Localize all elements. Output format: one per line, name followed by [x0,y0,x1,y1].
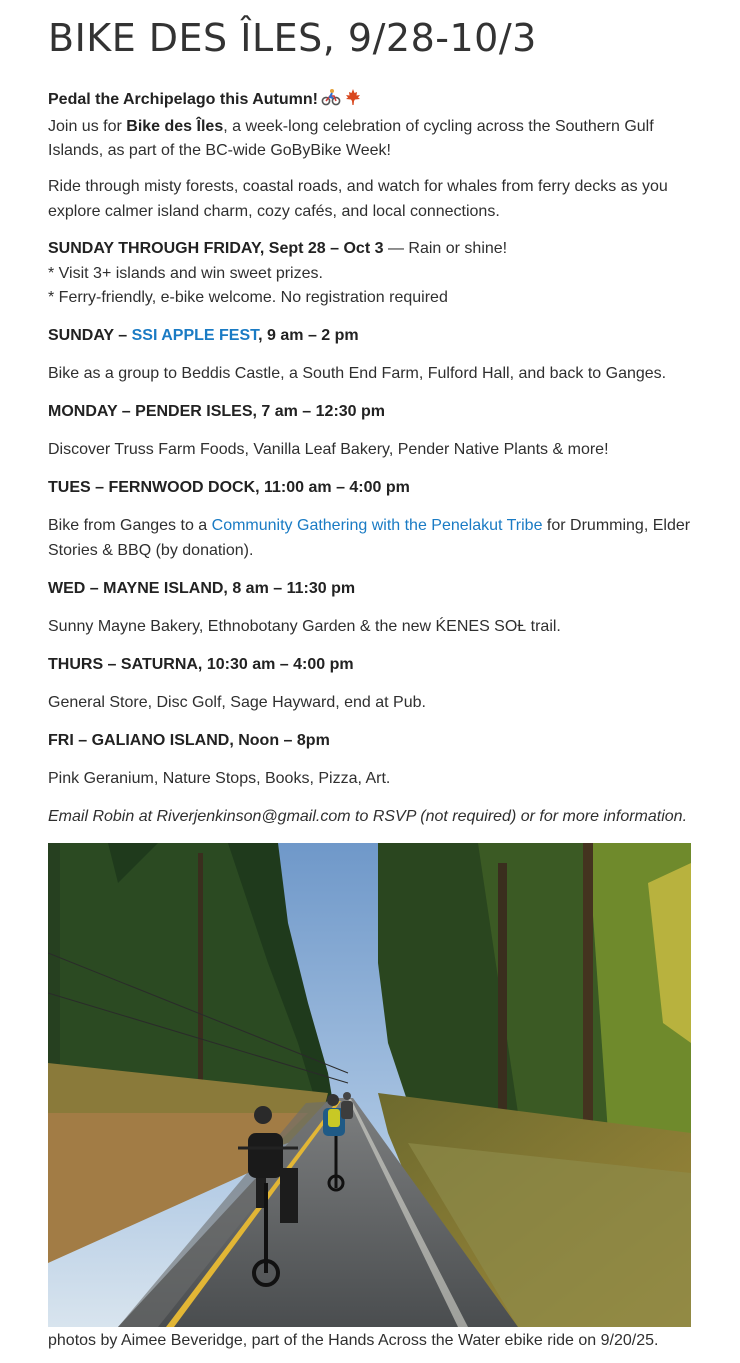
page-title: BIKE DES ÎLES, 9/28-10/3 [48,16,537,60]
thursday-desc: General Store, Disc Golf, Sage Hayward, end at Pub. [48,694,426,711]
sunday-heading [48,324,693,349]
maple-leaf-icon [344,88,362,115]
wednesday-heading [48,577,693,602]
monday-description [48,438,693,463]
email-note: Email Robin at Riverjenkinson@gmail.com to RSVP (not required) or for more information. [48,808,688,825]
email-note-block [48,805,693,830]
cyclist-icon [321,88,341,115]
thursday-heading [48,653,693,678]
thursday-title: THURS – SATURNA, 10:30 am – 4:00 pm [48,656,354,673]
event-name: Bike des Îles [126,117,224,135]
intro-heading: Pedal the Archipelago this Autumn! [48,91,318,108]
join-text-post: , a week-long celebration of cycling across the Southern Gulf Islands, as part of the BC-wide GoByBike Week! [48,117,654,159]
tuesday-description [48,514,693,563]
tuesday-desc-pre: Bike from Ganges to a [48,517,212,534]
photo-caption: photos by Aimee Beveridge, part of the Hands Across the Water ebike ride on 9/20/25. [48,1332,659,1349]
friday-desc: Pink Geranium, Nature Stops, Books, Pizza, Art. [48,770,391,787]
wednesday-desc: Sunny Mayne Bakery, Ethnobotany Garden & the new ḰENES SOȽ trail. [48,618,561,635]
intro-block [48,88,693,164]
wednesday-description [48,615,693,640]
penelakut-gathering-link[interactable]: Community Gathering with the Penelakut Tribe [211,517,543,534]
summary-bullet: * Visit 3+ islands and win sweet prizes. [48,264,323,282]
join-text-pre: Join us for [48,117,127,135]
summary-heading: SUNDAY THROUGH FRIDAY, Sept 28 – Oct 3 [48,240,384,257]
friday-heading [48,729,693,754]
wednesday-title: WED – MAYNE ISLAND, 8 am – 11:30 pm [48,580,356,597]
forest-road-illustration [48,843,691,1327]
ride-paragraph [48,175,693,224]
tuesday-heading [48,476,693,501]
monday-desc: Discover Truss Farm Foods, Vanilla Leaf Bakery, Pender Native Plants & more! [48,441,609,458]
tuesday-title: TUES – FERNWOOD DOCK, 11:00 am – 4:00 pm [48,479,410,496]
friday-title: FRI – GALIANO ISLAND, Noon – 8pm [48,732,330,749]
apple-fest-link[interactable]: SSI APPLE FEST [131,327,259,344]
monday-heading [48,400,693,425]
thursday-description [48,691,693,716]
tuesday-desc-post: for Drumming, Elder Stories & BBQ (by donation). [48,517,691,559]
sunday-description [48,362,693,387]
sunday-prefix: SUNDAY – [48,327,132,344]
schedule-summary [48,237,693,311]
monday-title: MONDAY – PENDER ISLES, 7 am – 12:30 pm [48,403,386,420]
summary-rest: — Rain or shine! [383,240,508,257]
summary-bullet: * Ferry-friendly, e-bike welcome. No registration required [48,289,448,306]
sunday-desc: Bike as a group to Beddis Castle, a South End Farm, Fulford Hall, and back to Ganges. [48,365,667,382]
ride-text: Ride through misty forests, coastal roads, and watch for whales from ferry decks as you explore calmer island charm, cozy cafés, and local connections. [48,178,668,220]
sunday-suffix: , 9 am – 2 pm [258,327,359,344]
bike-ride-photo [48,843,691,1327]
friday-description [48,767,693,792]
